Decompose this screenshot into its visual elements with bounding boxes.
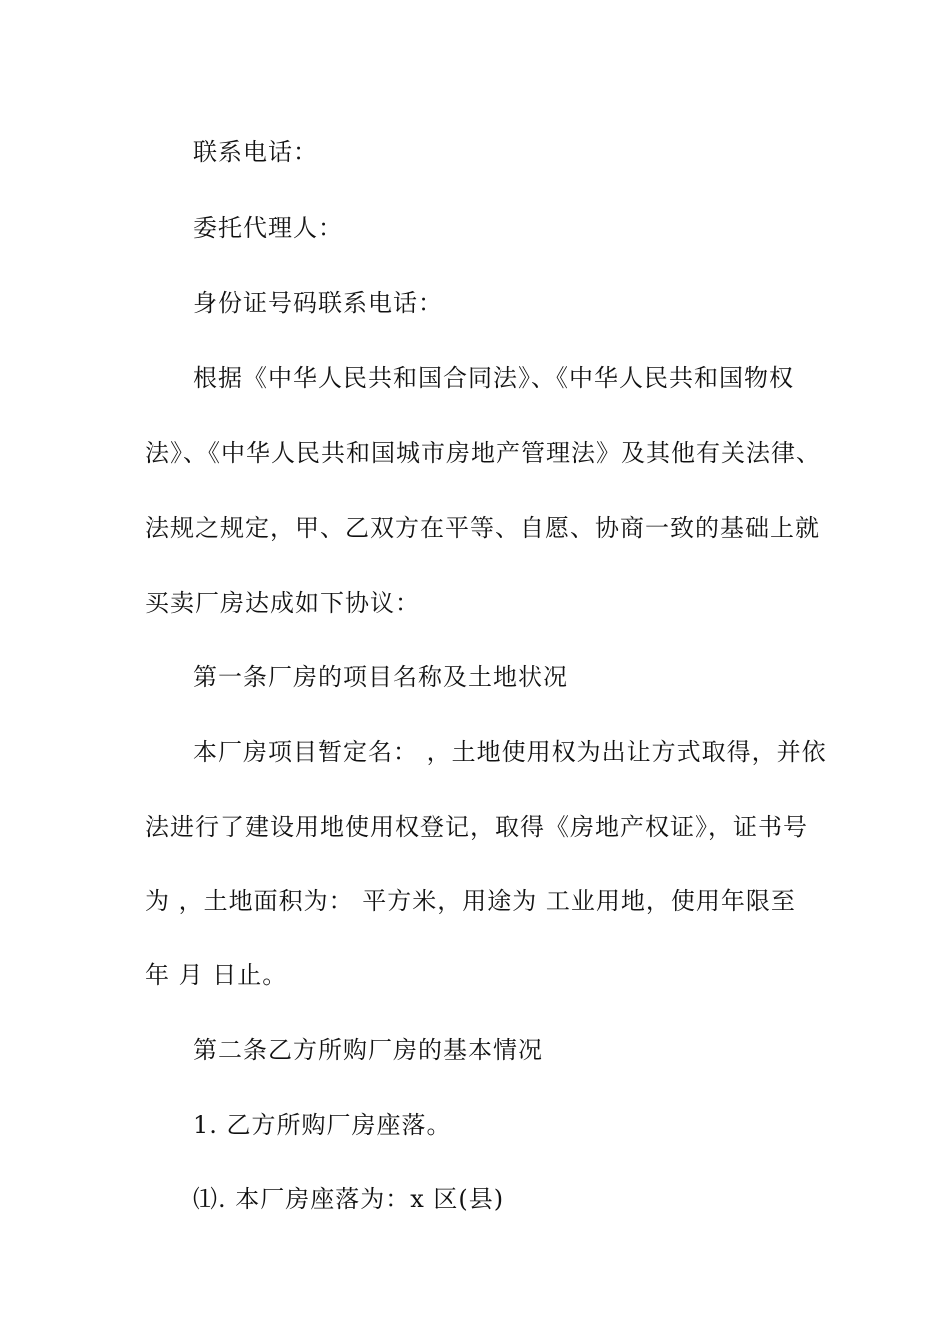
paragraph-line: 法规之规定，甲、乙双方在平等、自愿、协商一致的基础上就	[145, 514, 820, 542]
paragraph-line: 法》、《中华人民共和国城市房地产管理法》及其他有关法律、	[145, 439, 821, 467]
agent-label: 委托代理人：	[193, 214, 343, 242]
contact-phone-label: 联系电话：	[193, 138, 318, 166]
id-number-label: 身份证号码联系电话：	[193, 289, 443, 317]
paragraph-line: 买卖厂房达成如下协议：	[145, 589, 420, 617]
article-heading: 第一条厂房的项目名称及土地状况	[193, 663, 568, 691]
paragraph-line: 本厂房项目暂定名： ，土地使用权为出让方式取得，并依	[193, 738, 827, 766]
paragraph-line: 为 ，土地面积为： 平方米，用途为 工业用地，使用年限至	[145, 887, 796, 915]
paragraph-line: 年 月 日止。	[145, 961, 288, 989]
list-item: ⑴. 本厂房座落为：x 区(县)	[193, 1185, 505, 1213]
list-item: 1. 乙方所购厂房座落。	[193, 1111, 452, 1139]
paragraph-line: 法进行了建设用地使用权登记，取得《房地产权证》，证书号	[145, 813, 808, 841]
article-heading: 第二条乙方所购厂房的基本情况	[193, 1036, 543, 1064]
paragraph-line: 根据《中华人民共和国合同法》、《中华人民共和国物权	[193, 364, 794, 392]
